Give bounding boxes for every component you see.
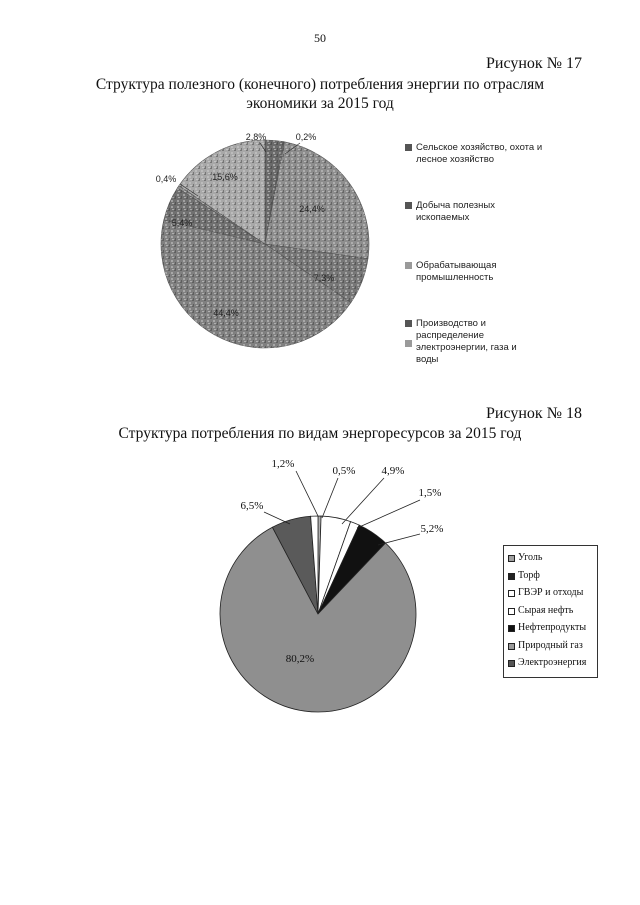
- chart-2-legend-swatch: [508, 625, 515, 632]
- chart-2-legend: [503, 545, 598, 678]
- chart-2-leader-line-4: [378, 534, 420, 545]
- figure-17-title-line2: экономики за 2015 год: [246, 95, 394, 112]
- chart-1-data-label-3: 24,4%: [299, 204, 325, 214]
- chart-2-leader-line-3: [357, 500, 420, 528]
- chart-2-legend-label: Сырая нефть: [518, 604, 574, 616]
- chart-2-legend-item: [508, 552, 596, 566]
- chart-2-data-label-6: 6,5%: [240, 500, 264, 512]
- chart-2-legend-swatch: [508, 608, 515, 615]
- page-number: 50: [314, 31, 326, 45]
- chart-2-legend-swatch: [508, 590, 515, 597]
- chart-2-legend-label: Уголь: [518, 552, 543, 563]
- chart-2-data-label-5: 80,2%: [285, 653, 315, 665]
- chart-2-legend-swatch: [508, 643, 515, 650]
- chart-2-legend-label: Природный газ: [518, 639, 583, 651]
- chart-2-data-label-3: 1,5%: [418, 487, 442, 499]
- chart-1-data-label-4: 7,3%: [313, 273, 335, 283]
- figure-17-title-line1: Структура полезного (конечного) потребления энергии по отраслям: [95, 76, 545, 93]
- chart-2-data-label-4: 5,2%: [420, 523, 444, 535]
- chart-1-legend-label: Добыча полезных ископаемых: [416, 200, 495, 223]
- chart-1-legend-label: Сельское хозяйство, охота и лесное хозяйство: [416, 142, 543, 165]
- chart-2-leader-line-6: [264, 512, 290, 524]
- chart-1-data-label-7: 0,4%: [155, 174, 177, 184]
- chart-2-data-label-2: 4,9%: [381, 465, 405, 477]
- chart-1-data-label-8: 15,6%: [212, 172, 238, 182]
- chart-2-leader-line-2: [342, 478, 384, 524]
- chart-1-data-label-6: 5,4%: [171, 218, 193, 228]
- chart-2-legend-swatch: [508, 555, 515, 562]
- chart-2-legend-item: [508, 640, 596, 654]
- chart-2-legend-swatch: [508, 660, 515, 667]
- chart-2-legend-label: Нефтепродукты: [518, 622, 587, 633]
- chart-2-legend-swatch: [508, 573, 515, 580]
- chart-2-data-label-7: 1,2%: [271, 458, 295, 470]
- chart-1-data-label-5: 44,4%: [213, 308, 239, 318]
- chart-1-legend-label: Производство и распределение электроэнергии, газа и воды: [416, 318, 517, 365]
- chart-2-data-label-1: 0,5%: [332, 465, 356, 477]
- chart-2-legend-item: [508, 622, 596, 636]
- chart-2-legend-label: ГВЭР и отходы: [518, 587, 584, 598]
- figure-17-label: Рисунок № 17: [486, 55, 582, 72]
- chart-2-legend-item: [508, 587, 596, 601]
- chart-2-legend-item: [508, 605, 596, 619]
- chart-2-leader-line-1: [322, 478, 338, 518]
- chart-1-data-label-2: 0,2%: [295, 132, 317, 142]
- chart-2-legend-label: Электроэнергия: [518, 657, 587, 668]
- chart-2-slices: [220, 516, 416, 712]
- chart-1-legend-label: Обрабатывающая промышленность: [416, 260, 497, 283]
- chart-2-leader-line-7: [296, 471, 318, 516]
- figure-18-title: Структура потребления по видам энергоресурсов за 2015 год: [118, 425, 522, 442]
- chart-2-legend-item: [508, 657, 596, 671]
- chart-1-data-label-1: 2,8%: [245, 132, 267, 142]
- chart-2-legend-item: [508, 570, 596, 584]
- figure-18-label: Рисунок № 18: [486, 405, 582, 422]
- chart-2-legend-label: Торф: [518, 569, 540, 581]
